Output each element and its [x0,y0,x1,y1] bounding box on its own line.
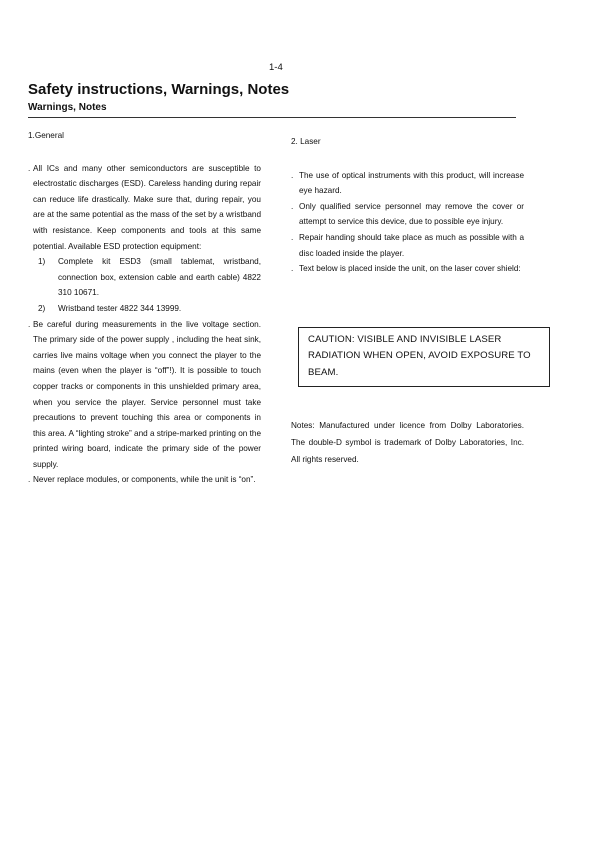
qualified-text: Only qualified service personnel may remove the cover or attempt to service this device, due to possible eye injury. [299,201,524,227]
list-number: 1) [38,257,46,267]
general-heading: 1.General [28,131,64,140]
page-title: Safety instructions, Warnings, Notes [28,81,290,98]
label-paragraph [291,261,524,277]
replace-modules-paragraph [28,472,261,488]
page-number: 1-4 [269,62,283,73]
bullet: . [28,475,31,485]
repair-paragraph [291,230,524,261]
list-text: Wristband tester 4822 344 13999. [58,303,182,313]
live-voltage-paragraph [28,317,261,473]
list-text: Complete kit ESD3 (small tablemat, wristband, connection box, extension cable and earth cable) 4822 310 10671. [58,257,261,298]
bullet: . [28,163,31,173]
bullet: . [291,170,294,180]
dolby-notes: Notes: Manufactured under licence from Dolby Laboratories. The double-D symbol is trademark of Dolby Laboratories, Inc. All rights reserved. [291,421,524,464]
optical-text: The use of optical instruments with this product, will increase eye hazard. [299,170,524,196]
live-voltage-text: Be careful during measurements in the live voltage section. The primary side of the power supply , including the heat sink, carries live mains voltage when you connect the player to the mains (even when the player is “off”!). It is possible to touch copper tracks or components in this unshielded primary area, when you service the player. Service personnel must take precautions to prevent touching this area or components in this area. A “lighting stroke” and a stripe-marked printing on the printed wiring board, indicate the primary side of the power supply. [33,319,262,469]
repair-text: Repair handing should take place as much as possible with a disc loaded inside the player. [299,232,524,258]
esd-paragraph [28,161,261,255]
bullet: . [28,319,31,329]
qualified-paragraph [291,199,524,230]
label-text: Text below is placed inside the unit, on the laser cover shield: [299,264,521,274]
list-item [28,254,261,301]
replace-modules-text: Never replace modules, or components, while the unit is “on”. [33,475,256,485]
title-divider [28,117,516,118]
list-item [28,301,261,317]
page-subtitle: Warnings, Notes [28,102,107,113]
laser-section [291,134,524,277]
laser-caution-box: CAUTION: VISIBLE AND INVISIBLE LASER RADIATION WHEN OPEN, AVOID EXPOSURE TO BEAM. [298,327,550,387]
bullet: . [291,201,294,211]
bullet: . [291,232,294,242]
laser-heading: 2. Laser [291,137,321,146]
list-number: 2) [38,303,46,313]
general-section [28,128,261,488]
bullet: . [291,264,294,274]
esd-text: All ICs and many other semiconductors are susceptible to electrostatic discharges (ESD). Careless handing during repair can reduce life drastically. Make sure that, during repair, you are at the same potential as the mass of the set by a wristband with resistance. Keep components and tools at this same potential. Available ESD protection equipment: [33,163,261,251]
optical-paragraph [291,168,524,199]
